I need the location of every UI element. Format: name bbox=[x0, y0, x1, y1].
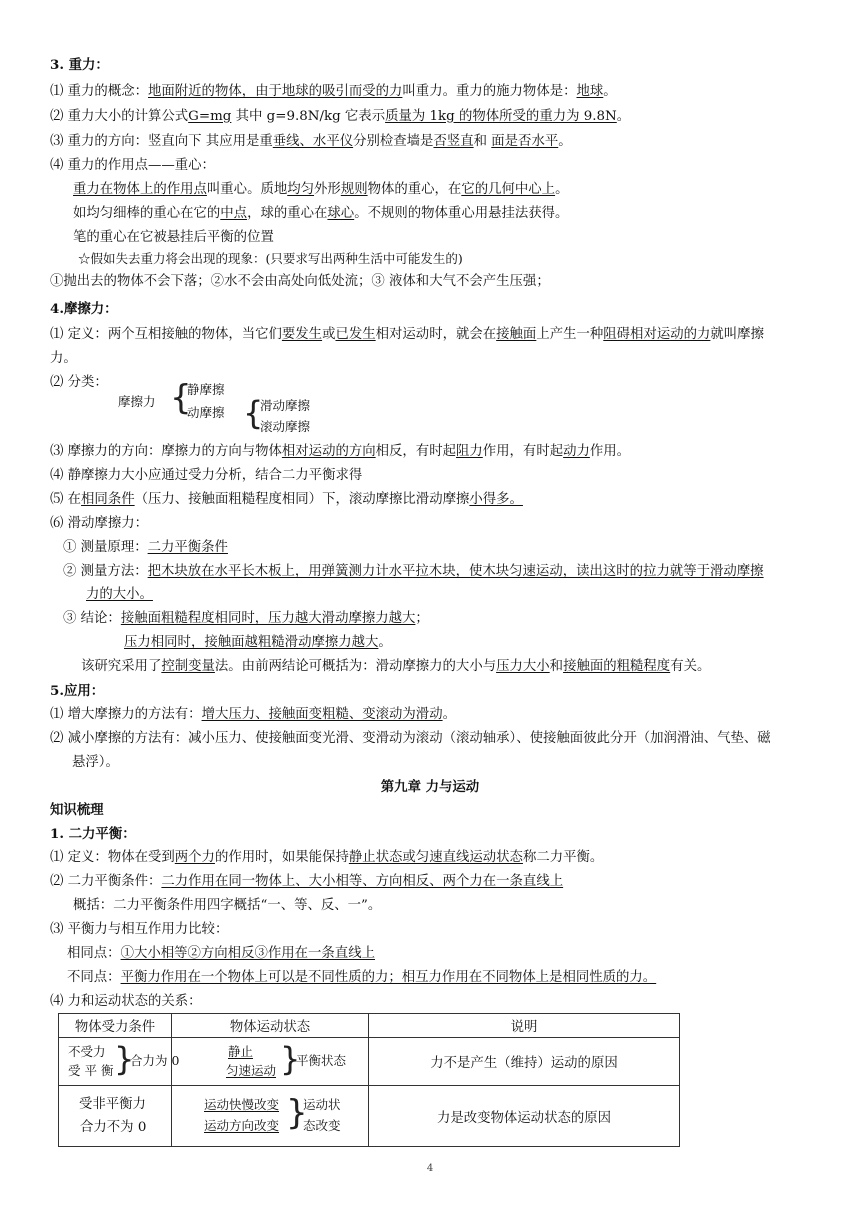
r1-brace-2: { bbox=[280, 1040, 301, 1078]
cls-dynamic: 动摩擦 bbox=[187, 405, 225, 420]
table-cell bbox=[172, 1038, 369, 1086]
ch9-line2: ⑵ 二力平衡条件：二力作用在同一物体上、大小相等、方向相反、两个力在一条直线上 bbox=[50, 874, 564, 889]
s3-line1: ⑴ 重力的概念：地面附近的物体，由于地球的吸引而受的力叫重力。重力的施力物体是：地球。 bbox=[50, 84, 617, 99]
table-cell: 力不是产生（维持）运动的原因 bbox=[369, 1038, 680, 1086]
s3-line8: ☆假如失去重力将会出现的现象：(只要求写出两种生活中可能发生的) bbox=[78, 251, 463, 266]
s4-line1b: 力。 bbox=[50, 351, 77, 366]
ch9-line4: ⑶ 平衡力与相互作用力比较： bbox=[50, 922, 229, 937]
ch9-section-1-title: 1. 二力平衡： bbox=[50, 826, 136, 842]
table-row bbox=[59, 1038, 680, 1086]
s3-line2: ⑵ 重力大小的计算公式G=mg 其中 g=9.8N/kg 它表示质量为 1kg 的物体所受的重力为 9.8N。 bbox=[50, 109, 631, 124]
r1-c1b: 受 平 衡 bbox=[68, 1063, 114, 1078]
s4-line8: ② 测量方法：把木块放在水平长木板上，用弹簧测力计水平拉木块，使木块匀速运动，读出这时的拉力就等于滑动摩擦 bbox=[63, 564, 764, 579]
r2-c2b: 运动方向改变 bbox=[204, 1118, 280, 1133]
s3-line7: 笔的重心在它被悬挂后平衡的位置 bbox=[73, 230, 274, 245]
r2-c1a: 受非平衡力 bbox=[79, 1097, 146, 1112]
s4-line6: ⑹ 滑动摩擦力： bbox=[50, 516, 148, 531]
s4-line1: ⑴ 定义：两个互相接触的物体，当它们要发生或已发生相对运动时，就会在接触面上产生一种阻碍相对运动的力就叫摩擦 bbox=[50, 327, 764, 342]
force-motion-table bbox=[58, 1013, 680, 1147]
table-cell bbox=[59, 1038, 180, 1086]
s5-line2: ⑵ 减小摩擦的方法有：减小压力、使接触面变光滑、变滑动为滚动（滚动轴承）、使接触面彼此分开（加润滑油、气垫、磁 bbox=[50, 731, 771, 746]
s3-line6: 如均匀细棒的重心在它的中点，球的重心在球心。不规则的物体重心用悬挂法获得。 bbox=[73, 206, 569, 221]
ch9-line7: ⑷ 力和运动状态的关系： bbox=[50, 994, 202, 1009]
r1-c1c: 合力为 0 bbox=[130, 1053, 180, 1068]
s4-line11: 该研究采用了控制变量法。由前两结论可概括为：滑动摩擦力的大小与压力大小和接触面的粗糙程度有关。 bbox=[81, 659, 711, 674]
section-4-title: 4.摩擦力： bbox=[50, 301, 118, 317]
ch9-line5: 相同点：①大小相等②方向相反③作用在一条直线上 bbox=[67, 946, 375, 961]
s4-line5: ⑸ 在相同条件（压力、接触面粗糙程度相同）下，滚动摩擦比滑动摩擦小得多。 bbox=[50, 492, 523, 507]
s3-line5: 重力在物体上的作用点叫重心。质地均匀外形规则物体的重心，在它的几何中心上。 bbox=[73, 182, 569, 197]
r2-c2c1: 运动状 bbox=[303, 1097, 341, 1112]
r1-c2a: 静止 bbox=[228, 1044, 254, 1059]
r1-c2b: 匀速运动 bbox=[226, 1063, 277, 1078]
cls-brace-2: { bbox=[243, 394, 264, 432]
r2-c2c2: 态改变 bbox=[303, 1118, 341, 1133]
table-row bbox=[59, 1086, 680, 1147]
table-header: 物体受力条件 bbox=[59, 1014, 172, 1038]
chapter-subtitle: 知识梳理 bbox=[50, 802, 104, 818]
s4-line10: 压力相同时，接触面越粗糙滑动摩擦力越大。 bbox=[124, 635, 392, 650]
s5-line2b: 悬浮）。 bbox=[72, 755, 119, 770]
table-cell: 力是改变物体运动状态的原因 bbox=[369, 1086, 680, 1147]
section-3-title: 3. 重力： bbox=[50, 57, 109, 73]
table-header-row bbox=[59, 1014, 680, 1038]
table-cell bbox=[172, 1086, 369, 1147]
s4-line2: ⑵ 分类： bbox=[50, 375, 108, 390]
s3-line3: ⑶ 重力的方向：竖直向下 其应用是重垂线、水平仪分别检查墙是否竖直和 面是否水平。 bbox=[50, 134, 572, 149]
cls-brace-1: { bbox=[170, 378, 192, 418]
r1-c1a: 不受力 bbox=[68, 1044, 106, 1059]
s3-line4: ⑷ 重力的作用点——重心： bbox=[50, 158, 215, 173]
s4-line9: ③ 结论：接触面粗糙程度相同时，压力越大滑动摩擦力越大； bbox=[63, 611, 429, 626]
s4-line4: ⑷ 静摩擦力大小应通过受力分析，结合二力平衡求得 bbox=[50, 468, 363, 483]
s4-line8b: 力的大小。 bbox=[86, 587, 153, 602]
r2-c2a: 运动快慢改变 bbox=[204, 1097, 280, 1112]
chapter-title: 第九章 力与运动 bbox=[380, 779, 480, 795]
cls-static: 静摩擦 bbox=[187, 382, 225, 397]
r2-brace: { bbox=[286, 1093, 308, 1133]
s4-line3: ⑶ 摩擦力的方向：摩擦力的方向与物体相对运动的方向相反，有时起阻力作用，有时起动力作用。 bbox=[50, 444, 631, 459]
table-header: 物体运动状态 bbox=[172, 1014, 369, 1038]
ch9-line1: ⑴ 定义：物体在受到两个力的作用时，如果能保持静止状态或匀速直线运动状态称二力平衡。 bbox=[50, 850, 604, 865]
r1-brace: { bbox=[114, 1040, 135, 1078]
ch9-line6: 不同点：平衡力作用在一个物体上可以是不同性质的力；相互力作用在不同物体上是相同性质的力。 bbox=[67, 970, 657, 985]
s4-line7: ① 测量原理：二力平衡条件 bbox=[63, 540, 228, 555]
section-5-title: 5.应用： bbox=[50, 683, 105, 699]
ch9-line3: 概括：二力平衡条件用四字概括“一、等、反、一”。 bbox=[73, 898, 382, 913]
s5-line1: ⑴ 增大摩擦力的方法有：增大压力、接触面变粗糙、变滚动为滑动。 bbox=[50, 707, 456, 722]
cls-rolling: 滚动摩擦 bbox=[260, 419, 311, 434]
r2-c1b: 合力不为 0 bbox=[80, 1120, 147, 1135]
table-header: 说明 bbox=[369, 1014, 680, 1038]
table-cell bbox=[59, 1086, 172, 1147]
r1-c2c: 平衡状态 bbox=[296, 1053, 347, 1068]
page-number: 4 bbox=[426, 1163, 434, 1174]
cls-sliding: 滑动摩擦 bbox=[260, 398, 311, 413]
s3-line9: ①抛出去的物体不会下落；②水不会由高处向低处流；③ 液体和大气不会产生压强； bbox=[50, 274, 550, 289]
cls-root: 摩擦力 bbox=[118, 394, 156, 409]
